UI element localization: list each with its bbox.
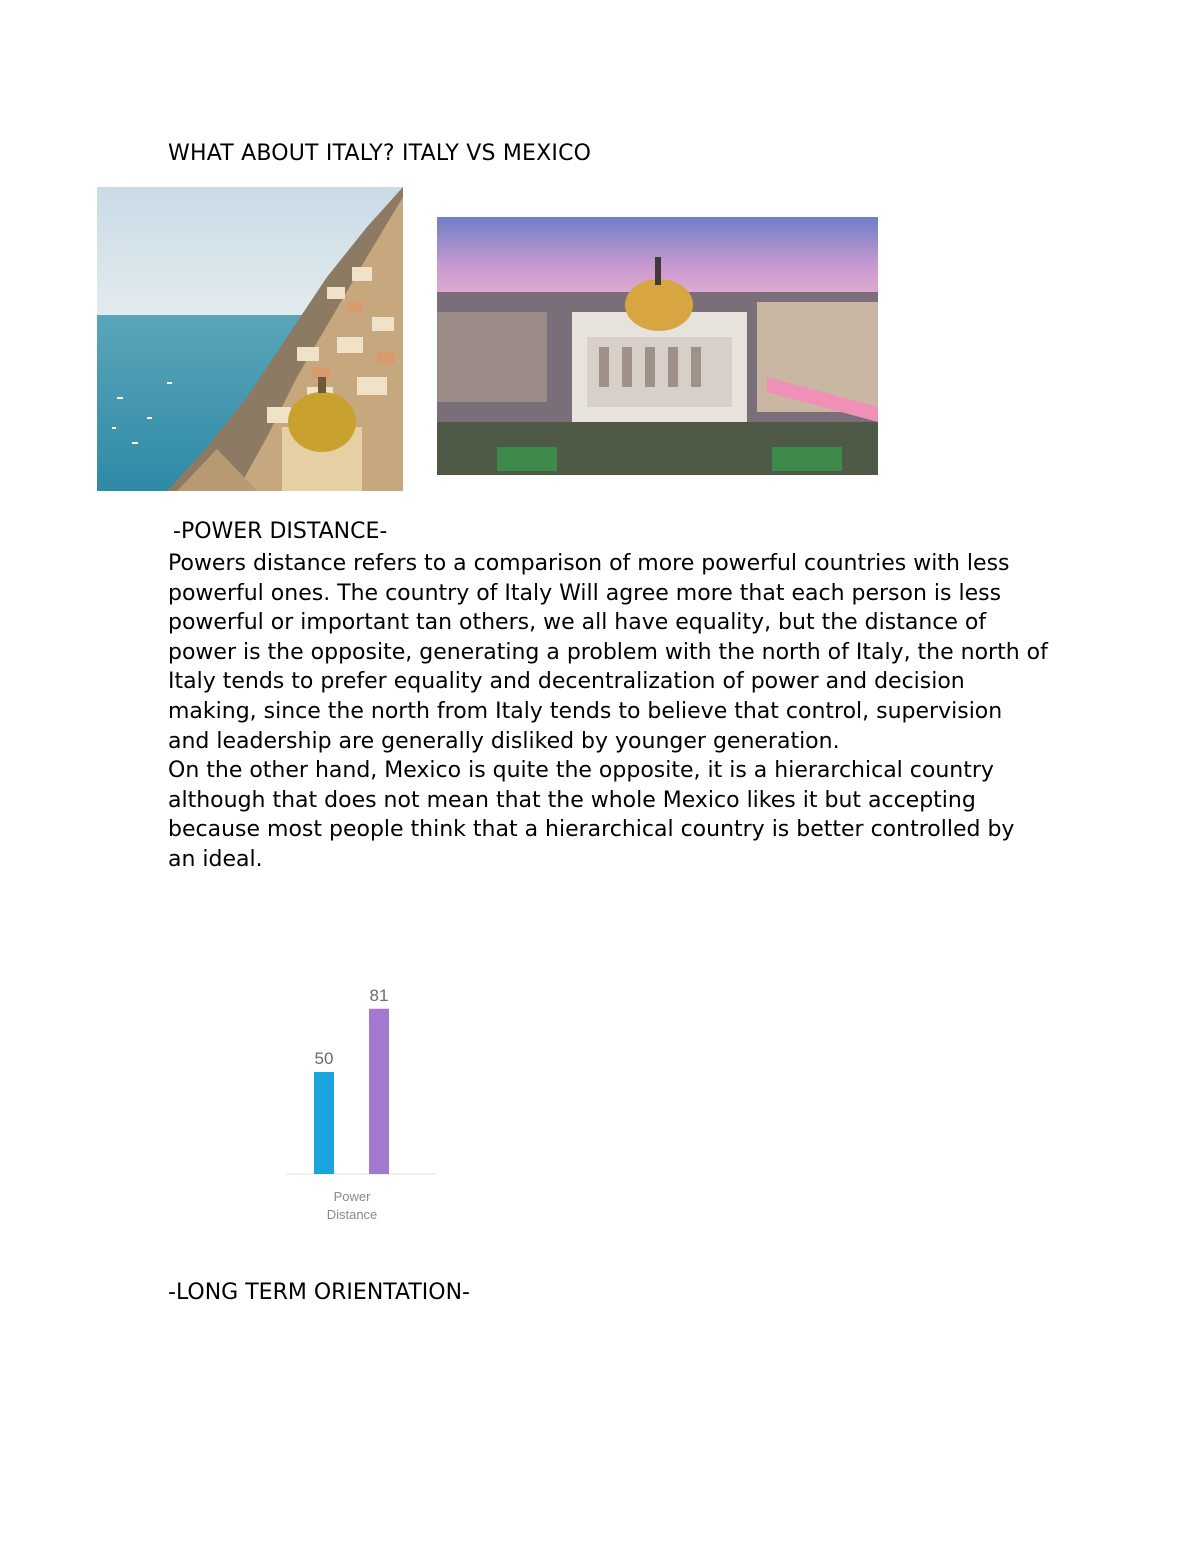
- bar-2: [369, 1009, 389, 1174]
- power-distance-chart: [280, 970, 450, 1230]
- category-label-line: Distance: [326, 1207, 378, 1222]
- section-heading-long-term-orientation: -LONG TERM ORIENTATION-: [168, 1280, 470, 1305]
- section-heading-power-distance: -POWER DISTANCE-: [173, 519, 388, 544]
- data-label-2: 81: [369, 985, 389, 1005]
- paragraph: On the other hand, Mexico is quite the opposite, it is a hierarchical country although that does not mean that the whole Mexico likes it but accepting because most people think that a hierarchical country is better controlled by an ideal.: [168, 758, 1015, 872]
- chart-svg: [280, 970, 450, 1230]
- coastal-village-photo-svg: [97, 187, 403, 491]
- palace-of-fine-arts-photo: [437, 217, 878, 475]
- page-title: WHAT ABOUT ITALY? ITALY VS MEXICO: [168, 141, 592, 166]
- power-distance-body: [168, 549, 1048, 875]
- coastal-village-photo: [97, 187, 403, 491]
- data-label-1: 50: [314, 1049, 334, 1068]
- palace-of-fine-arts-photo-svg: [437, 217, 878, 475]
- bar-1: [314, 1072, 334, 1174]
- category-label-line: Power: [333, 1189, 371, 1204]
- paragraph: Powers distance refers to a comparison of more powerful countries with less powerful ones. The country of Italy Will agree more that each person is less powerful or important tan others, we all have equality, but the distance of power is the opposite, generating a problem with the north of Italy, the north of Italy tends to prefer equality and decentralization of power and decision making, since the north from Italy tends to believe that control, supervision and leadership are generally disliked by younger generation.: [168, 551, 1048, 754]
